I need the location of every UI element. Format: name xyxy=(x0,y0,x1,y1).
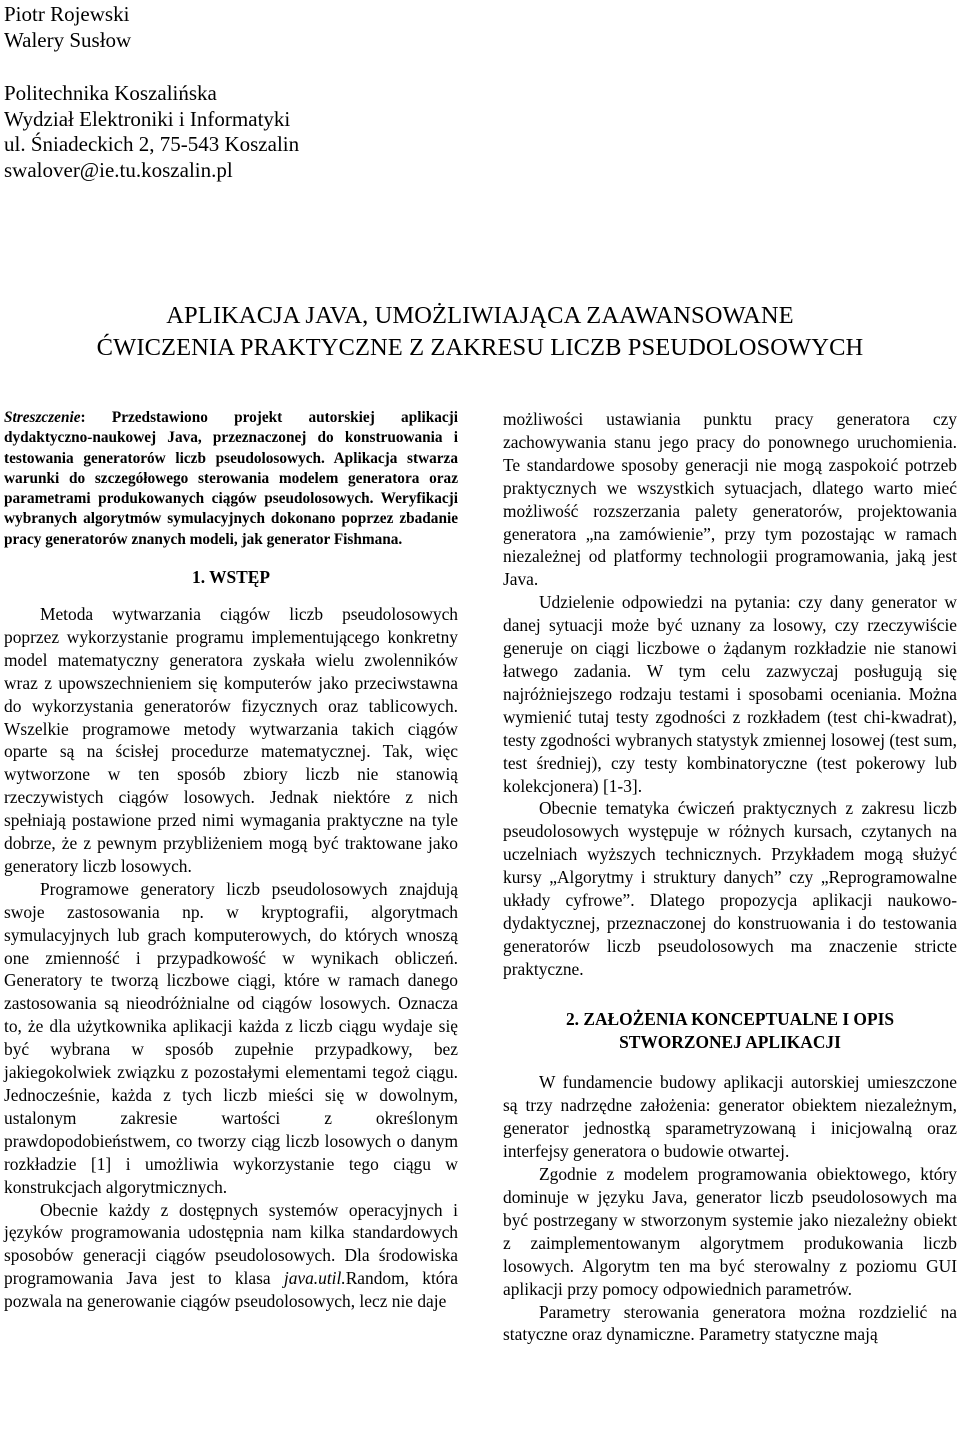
paragraph: W fundamencie budowy aplikacji autorskiej umieszczone są trzy nadrzędne założenia: generator obiektem niezależnym, generator jednostką sparametryzowaną i inicjowalną oraz interfejsy generatora o budowie otwartej. xyxy=(503,1072,957,1162)
paragraph: Zgodnie z modelem programowania obiektowego, który dominuje w języku Java, generator liczb pseudolosowych ma być postrzegany w stworzonym systemie jako niezależny obiekt z zaimplementowanym algorytmem produkowania liczb losowych. Algorytm ten ma być sterowalny z poziomu GUI aplikacji przy pomocy odpowiednich parametrów. xyxy=(503,1164,957,1299)
affiliation-line: ul. Śniadeckich 2, 75-543 Koszalin xyxy=(4,132,300,156)
right-column xyxy=(503,408,957,1346)
affiliation-line: Politechnika Koszalińska xyxy=(4,81,217,105)
text-run: Obecnie każdy z dostępnych systemów operacyjnych i języków programowania udostępnia nam kilka standardowych sposobów generacji ciągów pseudolosowych. Dla środowiska programowania Java jest to klasa xyxy=(4,1199,458,1289)
heading-line: 2. ZAŁOŻENIA KONCEPTUALNE I OPIS xyxy=(565,1008,895,1029)
abstract-text: : Przedstawiono projekt autorskiej aplikacji dydaktyczno-naukowej Java, przeznaczonej do konstruowania i testowania generatorów liczb pseudolosowych. Aplikacja stwarza warunki do szczegółowego sterowania modelem generatora oraz parametrami produkowanych ciągów pseudolosowych. Weryfikacji wybranych algorytmów symulacyjnych dokonano poprzez zbadanie pracy generatorów znanych modeli, jak generator Fishmana. xyxy=(4,409,458,548)
paragraph: Udzielenie odpowiedzi na pytania: czy dany generator w danej sytuacji może być uznany za losowy, czy rzeczywiście generuje on ciągi liczbowe o żądanym rozkładzie nie stanowi łatwego zadania. W tym celu zazwyczaj posługują się najróżniejszego rodzaju testami i sposobami oceniania. Można wymienić tutaj testy zgodności z rozkładem (test chi-kwadrat), testy zgodności wybranych statystyk zmiennej losowej (test sum, test średniej), czy testy kombinatoryczne (test pokerowy lub kolekcjonera) [1-3]. xyxy=(503,592,958,796)
code-class-name: java.util. xyxy=(283,1268,346,1289)
code-class-name: Random xyxy=(345,1268,405,1289)
left-column xyxy=(4,408,458,1313)
title-line: APLIKACJA JAVA, UMOŻLIWIAJĄCA ZAAWANSOWANE xyxy=(166,302,794,329)
author-name: Piotr Rojewski xyxy=(4,2,130,26)
paragraph: Programowe generatory liczb pseudolosowych znajdują swoje zastosowania np. w kryptografii, algorytmach symulacyjnych lub grach komputerowych, do których wnoszą one zmienność i przypadkowość w wynikach obliczeń. Generatory te tworzą liczbowe ciągi, które w ramach danego zastosowania są nieodróżnialne od ciągów losowych. Oznacza to, że dla użytkownika aplikacji każda z liczb ciągu wydaje się być wybrana w sposób zupełnie przypadkowy, bez jakiegokolwiek związku z pozostałymi elementami tegoż ciągu. Jednocześnie, każda z tych liczb mieści się w dowolnym, ustalonym zakresie wartości z określonym prawdopodobieństwem, co tworzy ciąg liczb losowych o danym rozkładzie [1] i umożliwia wykorzystanie tego ciągu w konstrukcjach algorytmicznych. xyxy=(4,878,458,1197)
section-heading: 1. WSTĘP xyxy=(192,567,270,588)
paragraph: Obecnie tematyka ćwiczeń praktycznych z zakresu liczb pseudolosowych występuje w różnych kursach, czytanych na uczelniach wyższych technicznych. Przykładem mogą służyć kursy „Algorytmy i struktury danych” czy „Reprogramowalne układy cyfrowe”. Dlatego propozycja aplikacji naukowo-dydaktycznej, przeznaczonej do konstruowania i do testowania generatorów liczb pseudolosowych ma znaczenie stricte praktyczne. xyxy=(503,798,957,979)
abstract xyxy=(4,408,458,550)
paper-title xyxy=(0,300,960,364)
heading-line: STWORZONEJ APLIKACJI xyxy=(619,1031,841,1052)
abstract-label: Streszczenie xyxy=(4,409,81,426)
paragraph: Parametry sterowania generatora można rozdzielić na statyczne oraz dynamiczne. Parametry statyczne mają xyxy=(503,1301,957,1345)
affiliation-line: Wydział Elektroniki i Informatyki xyxy=(4,106,291,131)
text-run: , która pozwala na generowanie ciągów pseudolosowych, lecz nie daje xyxy=(4,1268,458,1312)
author-block xyxy=(4,2,299,183)
author-email: swalover@ie.tu.koszalin.pl xyxy=(4,157,233,182)
paragraph: możliwości ustawiania punktu pracy generatora czy zachowywania stanu jego pracy do ponownego uruchomienia. Te standardowe sposoby generacji nie mogą zaspokoić potrzeb praktycznych we wszystkich sytuacjach, dlatego warto mieć możliwość rozszerzania palety generatorów, projektowania generatora „na zamówienie”, przy tym pozostając w ramach niezależnej od platformy technologii programowania, jaką jest Java. xyxy=(503,409,957,590)
author-name: Walery Susłow xyxy=(4,27,132,52)
title-line: ĆWICZENIA PRAKTYCZNE Z ZAKRESU LICZB PSEUDOLOSOWYCH xyxy=(96,334,864,361)
paragraph xyxy=(4,1199,458,1314)
paragraph: Metoda wytwarzania ciągów liczb pseudolosowych poprzez wykorzystanie programu implementującego konkretny model matematyczny generatora zyskała wielu zwolenników wraz z upowszechnieniem się komputerów jako przeciwstawna do wykorzystania generatorów fizycznych oraz tablicowych. Wszelkie programowe metody wytwarzania takich ciągów oparte są na ścisłej procedurze matematycznej. Tak, więc wytworzone w ten sposób zbiory liczb nie stanowią rzeczywistych ciągów losowych. Jednak niektóre z nich spełniają postawione przed nimi wymagania praktyczne na tyle dobrze, że z pewnym przybliżeniem mogą być traktowane jako generatory liczb losowych. xyxy=(4,603,458,876)
section-heading xyxy=(503,1008,957,1054)
